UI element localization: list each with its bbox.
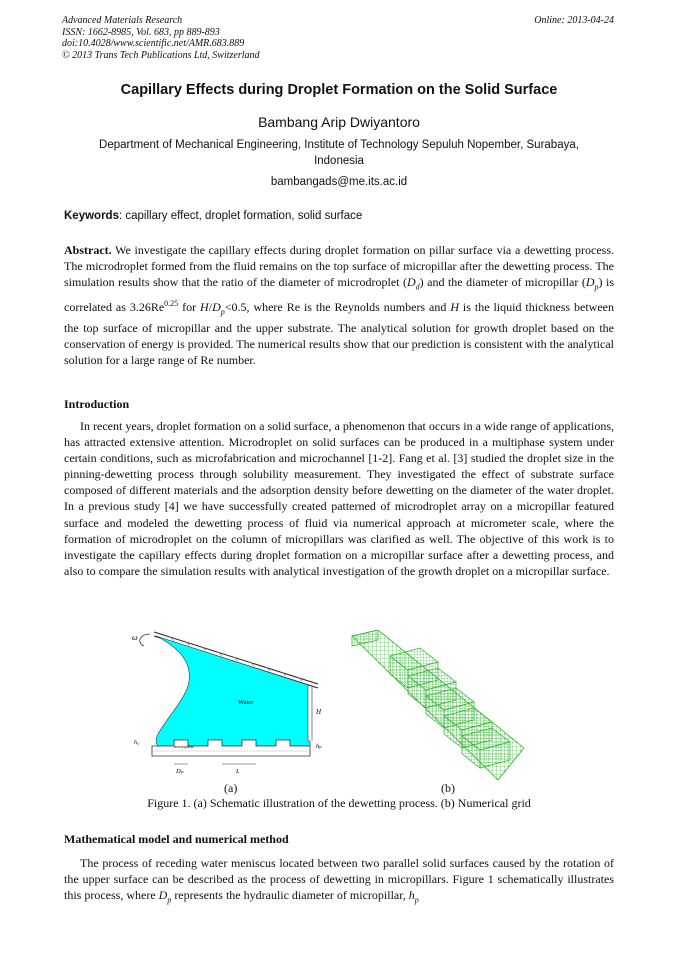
journal-header xyxy=(62,15,260,61)
abstract-text: for xyxy=(178,299,201,314)
introduction-heading: Introduction xyxy=(64,397,130,411)
math-text-part: represents the hydraulic diameter of micropillar, xyxy=(171,888,409,903)
figure-label-a: (a) xyxy=(224,781,238,795)
journal-name: Advanced Materials Research xyxy=(62,15,183,26)
math-heading: Mathematical model and numerical method xyxy=(64,832,289,846)
math-symbol: h xyxy=(408,888,415,903)
math-symbol: D xyxy=(158,888,168,903)
keywords xyxy=(64,210,362,222)
abstract-exponent: 0.25 xyxy=(164,298,179,308)
abstract-label: Abstract. xyxy=(64,243,112,257)
abstract-text: ) is correlated as 3.26Re xyxy=(64,275,615,314)
abstract xyxy=(64,242,614,368)
paper-title: Capillary Effects during Droplet Formation on the Solid Surface xyxy=(120,82,558,98)
water-label: Water xyxy=(238,699,254,706)
h-label: H xyxy=(316,708,322,716)
abstract-text: / xyxy=(208,299,213,314)
author-email: bambangads@me.its.ac.id xyxy=(270,176,408,188)
hp-label: hₚ xyxy=(316,744,322,750)
math-text-part: The process of receding water meniscus located between two parallel solid surfaces caused by the rotation of the upper surface can be described as the process of dewetting in micropillars. Figure 1 schematically illustrates this process, where xyxy=(64,856,614,903)
grid-pillars xyxy=(390,648,510,768)
abstract-text: ) and the diameter of micropillar ( xyxy=(419,275,586,290)
affiliation: Department of Mechanical Engineering, Institute of Technology Sepuluh Nopember, Surabaya, Indonesia xyxy=(99,139,579,167)
omega-label: ω xyxy=(132,633,138,642)
h0-label: h₀ xyxy=(134,740,140,746)
figure-caption: Figure 1. (a) Schematic illustration of the dewetting process. (b) Numerical grid xyxy=(147,796,531,810)
abstract-text: <0.5, where Re is the Reynolds numbers and xyxy=(224,299,451,314)
abstract-symbol: d xyxy=(415,282,420,292)
abstract-symbol: D xyxy=(406,275,416,290)
introduction-text: In recent years, droplet formation on a solid surface, a phenomenon that occurs in a wide range of applications, has attracted extensive attention. Microdroplet on solid surfaces can be produced in a multiphase system under certain conditions, such as microfabrication and microchannel [1-2]. Fang et al. [3] studied the droplet size in the pinning-dewetting process through solubility measurement. They investigated the effect of substrate surface composed of different materials and the adsorption density before dewetting on the diameter of the water droplet. In a previous study [4] we have successfully created patterned of microdroplet array on a micropillar featured surface and modeled the dewetting process of fluid via numerical approach at micrometer scale, where the formation of microdroplet on the column of micropillars was clarified as well. The objective of this work is to investigate the capillary effects during droplet formation on a micropillar surface after a dewetting process, and also to compare the simulation results with analytical investigation of the growth droplet on a micropillar surface. xyxy=(64,419,614,578)
l-label: L xyxy=(236,768,240,775)
keywords-text: : capillary effect, droplet formation, solid surface xyxy=(118,210,363,222)
math-text xyxy=(64,855,614,909)
math-symbol: p xyxy=(167,895,172,905)
keywords-label: Keywords xyxy=(64,210,119,222)
abstract-symbol: p xyxy=(594,282,599,292)
abstract-symbol: H xyxy=(200,299,209,314)
abstract-text: is the liquid thickness between the top surface of micropillar and the upper substrate. The analytical solution for growth droplet based on the conservation of energy is provided. The numerical results show that our prediction is consistent with the analytical solution for a large range of Re number. xyxy=(64,299,614,368)
abstract-symbol: p xyxy=(220,307,225,317)
copyright-line: © 2013 Trans Tech Publications Ltd, Switzerland xyxy=(62,49,260,61)
numerical-grid-figure xyxy=(348,630,528,782)
author-name: Bambang Arip Dwiyantoro xyxy=(258,114,420,130)
doi-line: doi:10.4028/www.scientific.net/AMR.683.889 xyxy=(62,38,245,49)
dewetting-schematic xyxy=(130,626,340,784)
abstract-text: We investigate the capillary effects during droplet formation on pillar surface via a dewetting process. The microdroplet formed from the fluid remains on the top surface of micropillar after the dewetting process. The simulation results show that the ratio of the diameter of microdroplet ( xyxy=(64,243,614,290)
math-symbol: p xyxy=(414,895,419,905)
water-region xyxy=(156,636,310,746)
online-date: Online: 2013-04-24 xyxy=(534,15,614,26)
rotation-arrow xyxy=(140,634,150,646)
micropillar-label: micropillar xyxy=(174,744,194,749)
figure-label-b: (b) xyxy=(441,781,455,795)
dp-label: Dₚ xyxy=(176,768,184,775)
abstract-symbol: D xyxy=(212,299,221,314)
issn-line: ISSN: 1662-8985, Vol. 683, pp 889-893 xyxy=(62,26,220,38)
abstract-symbol: D xyxy=(585,275,595,290)
abstract-symbol: H xyxy=(450,299,459,314)
